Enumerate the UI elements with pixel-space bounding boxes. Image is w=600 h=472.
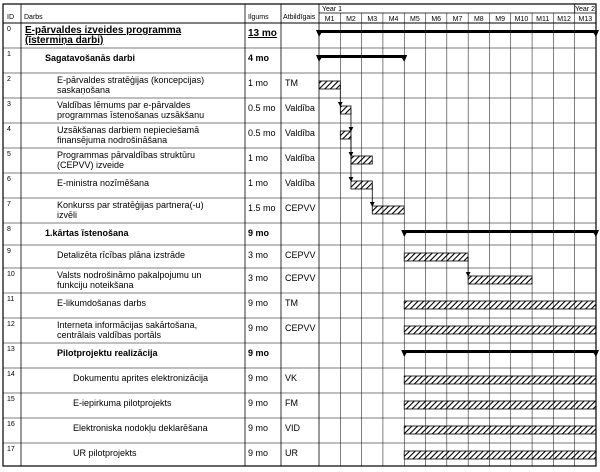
task-name: Interneta informācijas sakārtošana, [57,320,198,330]
task-duration: 13 mo [248,28,277,39]
task-duration: 1 mo [248,153,269,163]
task-id: 17 [7,446,15,453]
task-name: centrālais valdības portāls [57,330,162,340]
task-bar [372,206,404,214]
summary-bar [404,350,596,353]
summary-bar [404,230,596,233]
task-owner: CEPVV [285,273,316,283]
task-duration: 1 mo [248,178,269,188]
task-bar [468,276,532,284]
task-id: 8 [7,226,11,233]
task-id: 10 [7,271,15,278]
task-duration: 0.5 mo [248,128,276,138]
task-bar [404,253,468,261]
task-bar [404,401,596,409]
task-owner: Valdība [285,128,315,138]
month-label: M11 [536,16,550,23]
task-id: 0 [7,26,11,33]
task-name: Dokumentu aprites elektronizācija [73,373,209,383]
task-owner: TM [285,78,298,88]
month-label: M9 [495,16,505,23]
task-owner: CEPVV [285,323,316,333]
task-duration: 9 mo [248,348,270,358]
task-name: 1.kārtas īstenošana [45,228,129,238]
task-owner: VID [285,423,301,433]
task-name: (īstermiņa darbi) [25,35,104,46]
task-duration: 9 mo [248,323,269,333]
header-duration: Ilgums [248,14,269,21]
task-name: Valdības lēmums par e-pārvaldes [57,100,191,110]
task-bar [404,376,596,384]
task-name: E-iepirkuma pilotprojekts [73,398,172,408]
header-owner: Atbildīgais [283,14,316,21]
task-name: UR pilotprojekts [73,448,137,458]
task-name: E-ministra nozīmēšana [57,178,150,188]
task-id: 4 [7,126,11,133]
task-duration: 1 mo [248,78,269,88]
task-name: saskaņošana [57,85,111,95]
summary-bar [319,30,596,33]
task-owner: TM [285,298,298,308]
task-duration: 9 mo [248,373,269,383]
summary-bar-start [316,55,323,62]
task-duration: 9 mo [248,448,269,458]
task-name: funkciju noteikšana [57,280,134,290]
task-name: Uzsākšanas darbiem nepieciešamā [57,125,200,135]
task-name: Sagatavošanās darbi [45,53,136,63]
task-duration: 0.5 mo [248,103,276,113]
task-id: 3 [7,101,11,108]
task-bar [319,81,340,89]
task-id: 2 [7,76,11,83]
task-duration: 9 mo [248,298,269,308]
task-duration: 9 mo [248,228,270,238]
header-id: ID [7,14,14,21]
task-name: izvēli [57,210,78,220]
month-label: M8 [473,16,484,23]
task-owner: UR [285,448,298,458]
task-id: 12 [7,321,15,328]
task-id: 9 [7,248,11,255]
task-bar [404,301,596,309]
header-task: Darbs [24,14,43,21]
task-name: E-pārvaldes izveides programma [25,25,182,36]
task-owner: Valdība [285,153,315,163]
task-name: Programmas pārvaldības struktūru [57,150,196,160]
month-label: M6 [431,16,442,23]
task-owner: VK [285,373,298,383]
month-label: M12 [557,16,571,23]
task-id: 7 [7,201,11,208]
summary-bar-start [401,230,408,237]
task-duration: 3 mo [248,250,269,260]
task-name: E-likumdošanas darbs [57,298,147,308]
task-owner: FM [285,398,298,408]
task-id: 14 [7,371,15,378]
task-name: Detalizēta rīcības plāna izstrāde [57,250,186,260]
task-bar [404,426,596,434]
month-label: M5 [410,16,420,23]
year-label: Year 1 [322,6,342,13]
task-bar [340,106,351,114]
task-duration: 3 mo [248,273,269,283]
task-id: 13 [7,346,15,353]
task-name: programmas īstenošanas uzsākšanu [57,110,205,120]
task-name: (CEPVV) izveide [57,160,125,170]
task-owner: Valdība [285,178,315,188]
month-label: M13 [578,16,593,23]
task-name: Valsts nodrošināmo pakalpojumu un [57,270,202,280]
summary-bar-end [400,55,407,62]
month-label: M10 [514,16,529,23]
task-duration: 1.5 mo [248,203,276,213]
task-owner: CEPVV [285,250,316,260]
summary-bar-start [316,30,323,37]
summary-bar-start [401,350,408,357]
task-bar [340,131,351,139]
task-name: Pilotprojektu realizācija [57,348,158,358]
task-duration: 9 mo [248,398,269,408]
task-id: 5 [7,151,11,158]
month-label: M1 [324,16,335,23]
task-name: Elektroniska nodokļu deklarēšana [73,423,208,433]
task-id: 1 [7,51,11,58]
task-name: Konkurss par stratēģijas partnera(-u) [57,200,204,210]
task-owner: Valdība [285,103,315,113]
task-id: 6 [7,176,11,183]
task-bar [404,326,596,334]
task-duration: 9 mo [248,423,269,433]
task-id: 16 [7,421,15,428]
month-label: M4 [388,16,399,23]
task-bar [404,451,596,459]
task-name: finansējuma nodrošināšana [57,135,168,145]
task-id: 11 [7,296,15,303]
month-label: M3 [367,16,378,23]
task-name: E-pārvaldes stratēģijas (koncepcijas) [57,75,205,85]
month-label: M2 [346,16,356,23]
month-label: M7 [452,16,463,23]
task-owner: CEPVV [285,203,316,213]
task-duration: 4 mo [248,53,270,63]
task-id: 15 [7,396,15,403]
year-label: Year 2 [575,6,595,13]
